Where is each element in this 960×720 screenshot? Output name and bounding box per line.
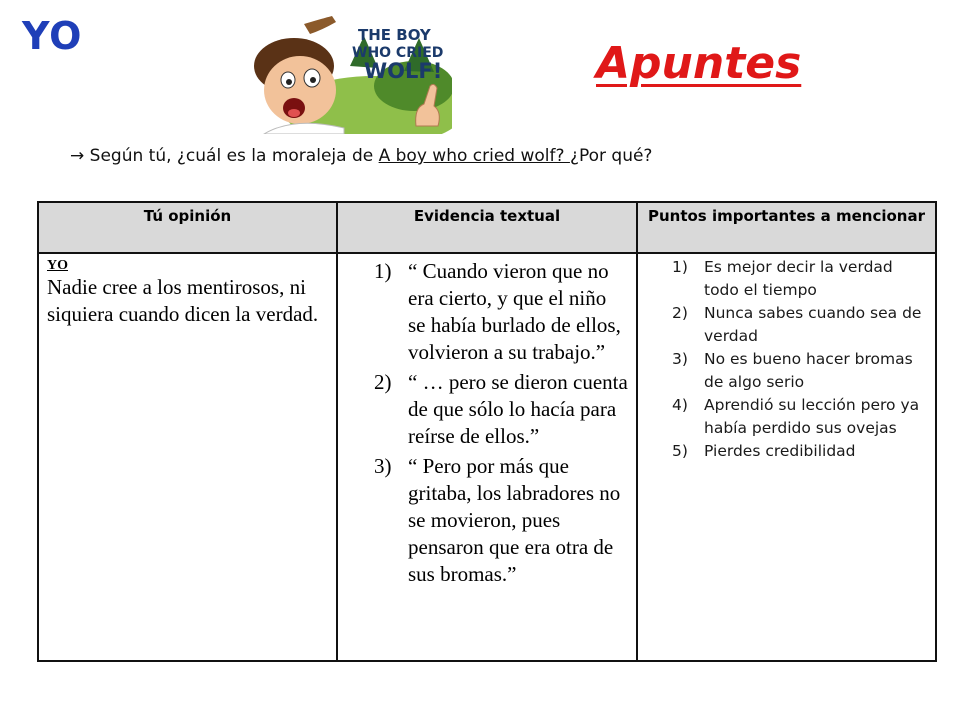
header-points: Puntos importantes a mencionar [637,202,936,253]
evidence-item: 3) “ Pero por más que gritaba, los labradores no se movieron, pues pensaron que era otra de sus bromas.” [374,454,621,586]
page-label-yo: YO [22,14,83,58]
header-opinion: Tú opinión [38,202,337,253]
question-suffix: ¿Por qué? [569,146,653,166]
logo-caption-line1: THE BOY [358,26,431,44]
evidence-item: 1) “ Cuando vieron que no era cierto, y que el niño se había burlado de ellos, volvieron a su trabajo.” [374,259,621,364]
story-title: A boy who cried wolf? [378,146,570,166]
cartoon-boy-illustration [254,16,452,134]
table-header-row [38,202,936,253]
evidence-list [338,258,636,588]
point-item: 4) Aprendió su lección pero ya había perdido sus ovejas [672,396,920,437]
header-evidence: Evidencia textual [337,202,637,253]
opinion-text: Nadie cree a los mentirosos, ni siquiera cuando dicen la verdad. [47,275,319,326]
page-heading-apuntes: Apuntes [596,38,802,89]
point-item: 2) Nunca sabes cuando sea de verdad [672,304,922,345]
opinion-label: YO [47,258,68,273]
arrow-icon: → [70,146,85,166]
point-item: 5) Pierdes credibilidad [672,442,856,460]
logo-caption-line3: WOLF! [364,59,443,83]
point-item: 1) Es mejor decir la verdad todo el tiempo [672,258,893,299]
points-cell [637,253,936,661]
logo-caption-line2: WHO CRIED [352,45,444,61]
points-list [638,256,935,463]
notes-table [37,201,937,662]
point-item: 3) No es bueno hacer bromas de algo serio [672,350,913,391]
evidence-cell [337,253,637,661]
question-prefix: Según tú, ¿cuál es la moraleja de [89,146,379,166]
opinion-cell [38,253,337,661]
table-row [38,253,936,661]
question-prompt [70,146,652,166]
boy-who-cried-wolf-image [254,16,452,134]
evidence-item: 2) “ … pero se dieron cuenta de que sólo lo hacía para reírse de ellos.” [374,370,628,448]
